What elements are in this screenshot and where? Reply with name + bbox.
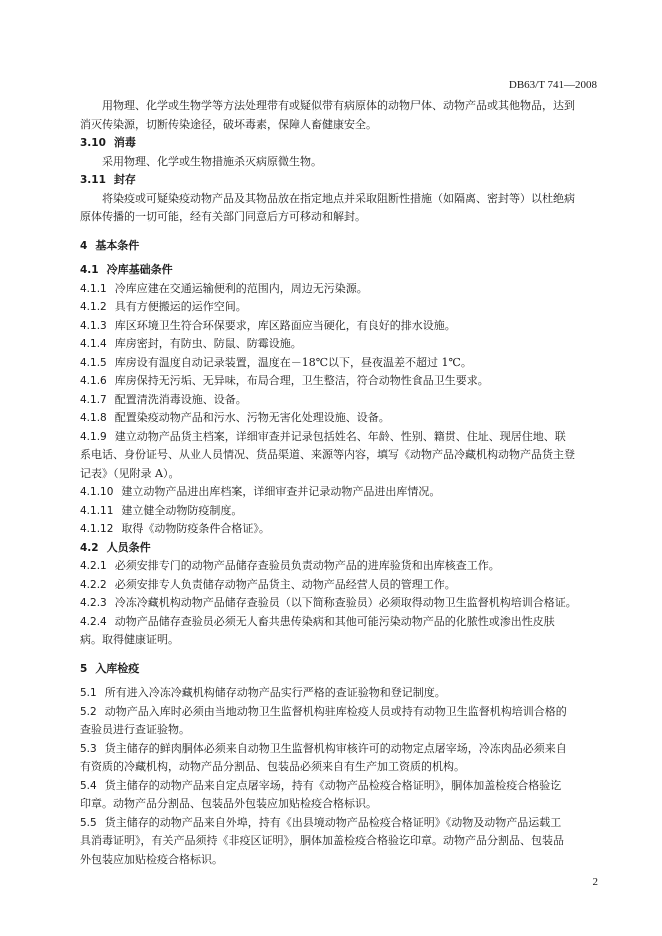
section-3-10-title: 消毒 <box>113 136 136 149</box>
section-3-11-line-2: 原体传播的一切可能，经有关部门同意后方可移动和解封。 <box>80 210 366 223</box>
clause-4-1-4 <box>80 335 600 354</box>
clause-number: 4.1.6 <box>80 375 107 387</box>
clause-text: 库房保持无污垢、无异味，布局合理，卫生整洁，符合动物性食品卫生要求。 <box>114 374 489 387</box>
clause-text: 取得《动物防疫条件合格证》。 <box>121 522 270 535</box>
clause-5-3-line-2: 有资质的冷藏机构，动物产品分割品、包装品必须来自有生产加工资质的机构。 <box>80 760 465 773</box>
clause-4-2-3 <box>80 594 600 613</box>
clause-text: 具有方便搬运的运作空间。 <box>114 300 247 313</box>
clause-text: 冷库应建在交通运输便利的范围内，周边无污染源。 <box>114 281 368 295</box>
section-4-title: 基本条件 <box>95 238 140 252</box>
clause-5-4-line-2: 印章。动物产品分割品、包装品外包装应加贴检疫合格标识。 <box>80 797 377 810</box>
clause-4-2-1 <box>80 557 600 576</box>
clause-text: 建立动物产品进出库档案，详细审查并记录动物产品进出库情况。 <box>121 485 441 498</box>
clause-4-1-6 <box>80 372 600 391</box>
clause-4-2-4-line-1 <box>80 613 600 632</box>
section-4-2-number: 4.2 <box>80 541 99 554</box>
clause-5-3-line-1 <box>80 740 600 759</box>
clause-4-1-11 <box>80 502 600 521</box>
clause-4-1-10 <box>80 483 600 502</box>
clause-text: 配置染疫动物产品和污水、污物无害化处理设施、设备。 <box>114 411 390 424</box>
section-3-10-heading <box>80 134 600 153</box>
clause-number: 4.1.9 <box>80 430 107 443</box>
clause-text: 库房密封，有防虫、防鼠、防霉设施。 <box>114 337 302 350</box>
clause-number: 5.2 <box>80 705 97 718</box>
clause-number: 5.1 <box>80 687 97 699</box>
clause-number: 4.1.8 <box>80 412 107 424</box>
section-3-10-number: 3.10 <box>80 137 106 149</box>
intro-line-2: 消灭传染源，切断传染途径，破坏毒素，保障人畜健康安全。 <box>80 117 377 131</box>
clause-5-4-line-1 <box>80 777 600 796</box>
clause-text: 动物产品入库时必须由当地动物卫生监督机构驻库检疫人员或持有动物卫生监督机构培训合格的 <box>104 704 567 718</box>
clause-4-1-7 <box>80 391 600 410</box>
clause-5-1 <box>80 684 600 703</box>
clause-number: 4.1.4 <box>80 338 107 350</box>
clause-text: 货主储存的动物产品来自定点屠宰场，持有《动物产品检疫合格证明》，胴体加盖检疫合格验讫 <box>104 778 562 792</box>
clause-number: 4.1.7 <box>80 393 107 406</box>
clause-text: 货主储存的鲜肉胴体必须来自动物卫生监督机构审核许可的动物定点屠宰场，冷冻肉品必须来自 <box>104 741 567 755</box>
clause-number: 4.1.3 <box>80 319 107 332</box>
clause-4-1-12 <box>80 520 600 539</box>
clause-4-1-1 <box>80 280 600 299</box>
clause-number: 4.1.12 <box>80 523 114 535</box>
section-4-2-heading <box>80 539 600 558</box>
section-4-1-title: 冷库基础条件 <box>106 263 173 276</box>
clause-4-1-9-line-1 <box>80 428 600 447</box>
clause-text: 库房设有温度自动记录装置，温度在－18℃以下，昼夜温差不超过 1℃。 <box>114 355 472 369</box>
clause-number: 4.1.10 <box>80 486 114 498</box>
page-body <box>80 97 600 869</box>
clause-4-1-9-line-3: 记表》（见附录 A）。 <box>80 466 180 480</box>
section-4-heading <box>80 237 600 256</box>
clause-number: 4.1.2 <box>80 301 107 313</box>
clause-text: 建立动物产品货主档案，详细审查并记录包括姓名、年龄、性别、籍贯、住址、现居住地、联 <box>114 429 566 443</box>
clause-5-5-line-1 <box>80 814 600 833</box>
clause-4-1-2 <box>80 298 600 317</box>
section-3-11-heading <box>80 171 600 190</box>
clause-4-2-2 <box>80 576 600 595</box>
clause-number: 5.3 <box>80 742 97 755</box>
section-4-2-title: 人员条件 <box>106 540 151 554</box>
clause-text: 库区环境卫生符合环保要求，库区路面应当硬化，有良好的排水设施。 <box>114 318 456 332</box>
section-5-number: 5 <box>80 662 88 675</box>
clause-4-1-3 <box>80 317 600 336</box>
clause-text: 货主储存的动物产品来自外埠，持有《出县境动物产品检疫合格证明》《动物及动物产品运载工 <box>104 815 562 829</box>
clause-number: 4.1.11 <box>80 504 114 517</box>
clause-5-5-line-2: 具消毒证明》，有关产品须持《非疫区证明》，胴体加盖检疫合格验讫印章。动物产品分割品、包装品 <box>80 834 564 847</box>
clause-number: 4.2.3 <box>80 597 107 609</box>
section-4-1-number: 4.1 <box>80 264 99 276</box>
clause-text: 建立健全动物防疫制度。 <box>121 503 243 517</box>
doc-id-header: DB63/T 741—2008 <box>508 79 597 91</box>
section-3-10-text: 采用物理、化学或生物措施杀灭病原微生物。 <box>102 154 322 168</box>
clause-text: 必须安排专门的动物产品储存查验员负责动物产品的进库验货和出库核查工作。 <box>114 559 500 572</box>
clause-number: 5.4 <box>80 779 97 792</box>
clause-number: 4.2.1 <box>80 560 107 572</box>
clause-text: 冷冻冷藏机构动物产品储存查验员（以下简称查验员）必须取得动物卫生监督机构培训合格证。 <box>114 596 577 609</box>
clause-5-5-line-3: 外包装应加贴检疫合格标识。 <box>80 852 223 866</box>
clause-number: 4.1.5 <box>80 356 107 369</box>
clause-5-2-line-2: 查验员进行查证验物。 <box>80 723 190 736</box>
clause-text: 所有进入冷冻冷藏机构储存动物产品实行严格的查证验物和登记制度。 <box>104 686 446 699</box>
section-3-11-title: 封存 <box>113 173 136 186</box>
clause-4-1-9-line-2: 系电话、身份证号、从业人员情况、货品渠道、来源等内容，填写《动物产品冷藏机构动物产品货主登 <box>80 448 575 461</box>
clause-number: 5.5 <box>80 816 97 829</box>
page-number: 2 <box>592 876 598 888</box>
clause-text: 必须安排专人负责储存动物产品货主、动物产品经营人员的管理工作。 <box>114 577 456 591</box>
clause-number: 4.1.1 <box>80 282 107 295</box>
clause-number: 4.2.2 <box>80 578 107 591</box>
clause-4-2-4-line-2: 病。取得健康证明。 <box>80 633 179 646</box>
clause-text: 动物产品储存查验员必须无人畜共患传染病和其他可能污染动物产品的化脓性或渗出性皮肤 <box>114 614 555 628</box>
clause-4-1-8 <box>80 409 600 428</box>
section-4-1-heading <box>80 261 600 280</box>
intro-line-1: 用物理、化学或生物学等方法处理带有或疑似带有病原体的动物尸体、动物产品或其他物品，达到 <box>102 99 575 112</box>
clause-5-2-line-1 <box>80 703 600 722</box>
clause-4-1-5 <box>80 354 600 373</box>
clause-number: 4.2.4 <box>80 615 107 628</box>
section-3-11-number: 3.11 <box>80 174 106 186</box>
section-5-heading <box>80 660 600 679</box>
section-3-11-line-1: 将染疫或可疑染疫动物产品及其物品放在指定地点并采取阻断性措施（如隔离、密封等）以杜绝病 <box>102 191 575 205</box>
section-5-title: 入库检疫 <box>95 661 140 675</box>
section-4-number: 4 <box>80 239 88 252</box>
clause-text: 配置清洗消毒设施、设备。 <box>114 392 247 406</box>
